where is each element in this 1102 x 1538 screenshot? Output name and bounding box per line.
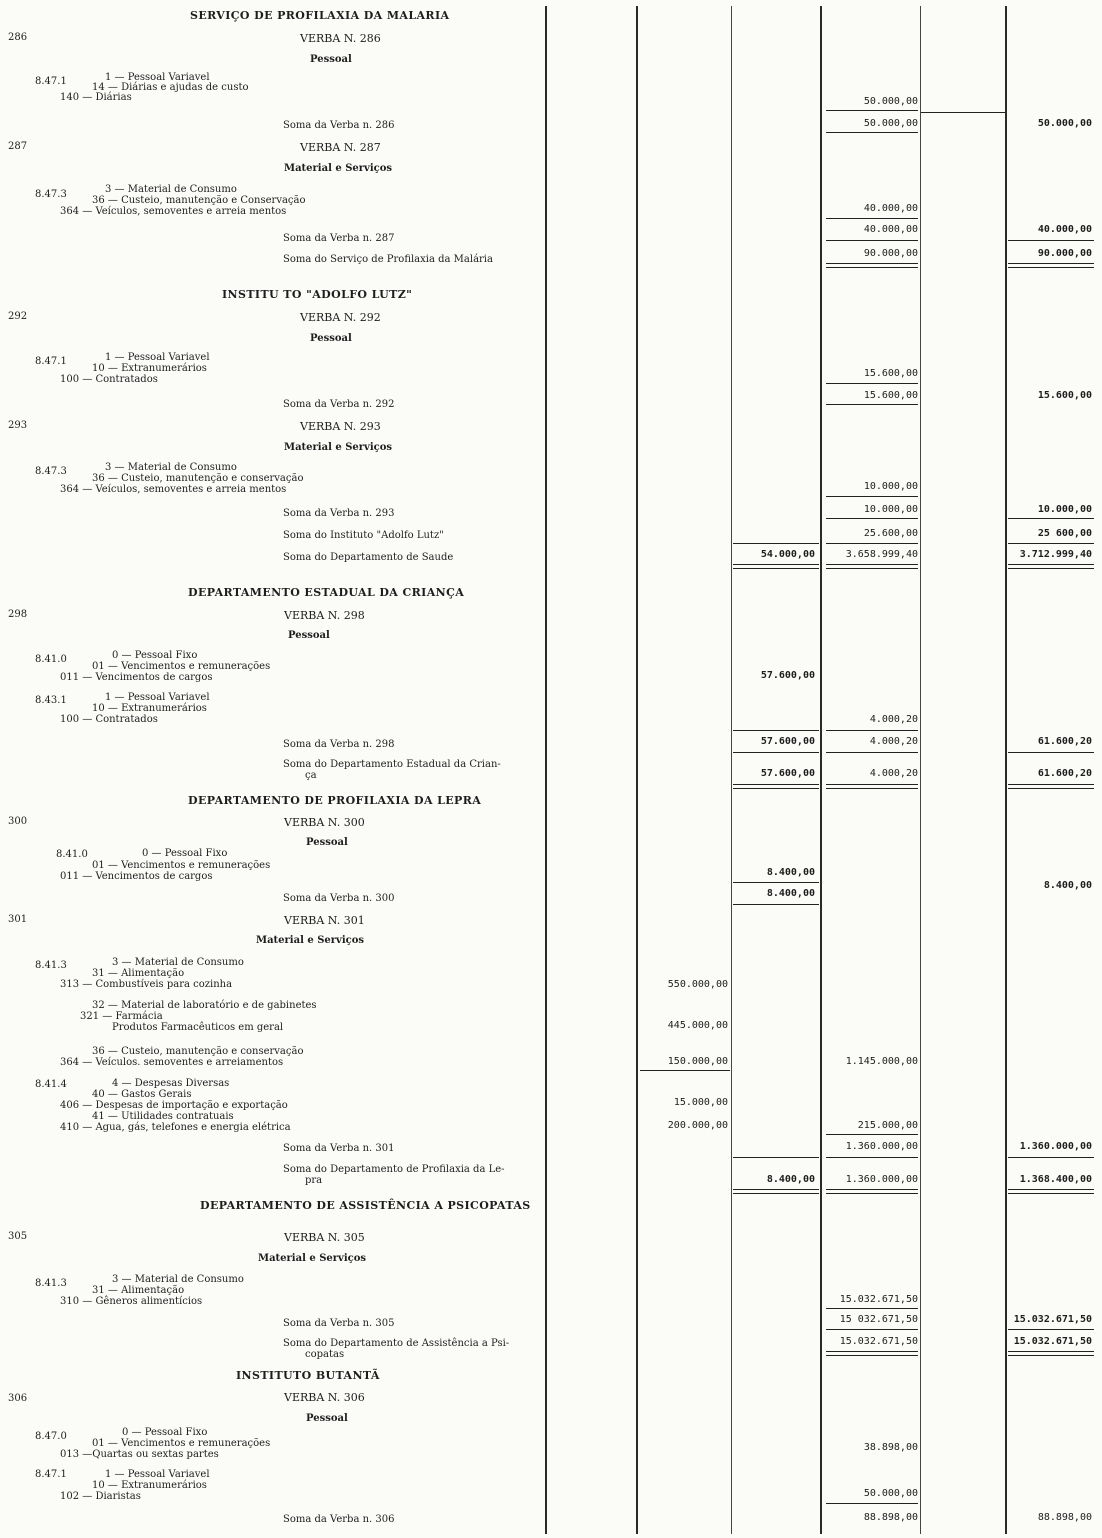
verba-subtitle: Pessoal xyxy=(288,630,330,641)
soma-label: Soma da Verba n. 298 xyxy=(283,739,395,750)
column-rule xyxy=(636,6,638,1534)
rule xyxy=(1008,518,1094,519)
verba-number: 305 xyxy=(8,1231,28,1242)
amount: 4.000,20 xyxy=(869,714,918,725)
line-text: 01 — Vencimentos e remunerações xyxy=(92,860,271,871)
line-code: 8.43.1 xyxy=(35,695,67,706)
soma-label: Soma da Verba n. 305 xyxy=(283,1318,395,1329)
soma-label: Soma da Verba n. 286 xyxy=(283,120,395,131)
section-title: DEPARTAMENTO DE ASSISTÊNCIA A PSICOPATAS xyxy=(200,1199,531,1212)
verba-number: 306 xyxy=(8,1393,28,1404)
verba-number: 286 xyxy=(8,32,28,43)
amount: 200.000,00 xyxy=(667,1120,728,1131)
section-title: INSTITU TO "ADOLFO LUTZ" xyxy=(222,288,413,301)
verba-number: 301 xyxy=(8,914,28,925)
amount: 88.898,00 xyxy=(1037,1512,1092,1523)
amount: 215.000,00 xyxy=(857,1120,918,1131)
line-text: 41 — Utilidades contratuais xyxy=(92,1111,234,1122)
soma-label: Soma da Verba n. 287 xyxy=(283,233,395,244)
amount: 25 600,00 xyxy=(1037,528,1092,539)
amount: 38.898,00 xyxy=(863,1442,918,1453)
soma-label: Soma da Verba n. 292 xyxy=(283,399,395,410)
amount: 57.600,00 xyxy=(760,736,815,747)
amount: 54.000,00 xyxy=(760,549,815,560)
amount: 90.000,00 xyxy=(863,248,918,259)
verba-number: 293 xyxy=(8,420,28,431)
amount: 50.000,00 xyxy=(1037,118,1092,129)
verba-number: 287 xyxy=(8,141,28,152)
column-rule xyxy=(920,6,921,1534)
amount: 15.600,00 xyxy=(1037,390,1092,401)
rule xyxy=(1008,240,1094,241)
rule xyxy=(1008,752,1094,753)
column-rule xyxy=(545,6,547,1534)
verba-number: 300 xyxy=(8,816,28,827)
amount: 550.000,00 xyxy=(667,979,728,990)
soma-label: Soma do Instituto "Adolfo Lutz" xyxy=(283,530,444,541)
line-text: 01 — Vencimentos e remunerações xyxy=(92,1438,271,1449)
line-text: 40 — Gastos Gerais xyxy=(92,1089,192,1100)
amount: 50.000,00 xyxy=(863,1488,918,1499)
verba-title: VERBA N. 300 xyxy=(284,816,365,829)
verba-subtitle: Material e Serviços xyxy=(284,442,393,453)
line-code: 8.47.1 xyxy=(35,1469,67,1480)
rule xyxy=(826,218,918,219)
rule xyxy=(826,730,918,731)
rule xyxy=(826,263,918,268)
rule xyxy=(1008,263,1094,268)
line-text: 1 — Pessoal Variavel xyxy=(105,72,210,83)
amount: 4.000,20 xyxy=(869,736,918,747)
rule xyxy=(1008,564,1094,569)
amount: 8.400,00 xyxy=(1043,880,1092,891)
rule xyxy=(826,1329,918,1330)
rule xyxy=(733,543,819,544)
verba-subtitle: Material e Serviços xyxy=(284,163,393,174)
amount: 15.032.671,50 xyxy=(839,1294,918,1305)
soma-label: Soma do Departamento Estadual da Crian- xyxy=(283,759,501,770)
section-title: DEPARTAMENTO ESTADUAL DA CRIANÇA xyxy=(188,586,465,599)
verba-subtitle: Material e Serviços xyxy=(256,935,365,946)
amount: 10.000,00 xyxy=(863,481,918,492)
rule xyxy=(826,518,918,519)
verba-number: 298 xyxy=(8,609,28,620)
rule xyxy=(1008,543,1094,544)
soma-label: copatas xyxy=(305,1349,345,1360)
line-text: 100 — Contratados xyxy=(60,374,158,385)
soma-label: Soma da Verba n. 300 xyxy=(283,893,395,904)
amount: 445.000,00 xyxy=(667,1020,728,1031)
rule xyxy=(826,1134,918,1135)
line-text: 140 — Diárias xyxy=(60,92,132,103)
line-text: 102 — Diaristas xyxy=(60,1491,141,1502)
soma-label: Soma da Verba n. 306 xyxy=(283,1514,395,1525)
verba-title: VERBA N. 305 xyxy=(284,1231,365,1244)
rule xyxy=(826,543,918,544)
section-title: DEPARTAMENTO DE PROFILAXIA DA LEPRA xyxy=(188,794,482,807)
amount: 40.000,00 xyxy=(863,224,918,235)
amount: 88.898,00 xyxy=(863,1512,918,1523)
line-text: 1 — Pessoal Variavel xyxy=(105,352,210,363)
soma-label: ça xyxy=(305,770,317,781)
amount: 10.000,00 xyxy=(863,504,918,515)
line-text: 100 — Contratados xyxy=(60,714,158,725)
line-code: 8.47.3 xyxy=(35,466,67,477)
amount: 8.400,00 xyxy=(766,1174,815,1185)
amount: 8.400,00 xyxy=(766,867,815,878)
line-text: 10 — Extranumerários xyxy=(92,1480,207,1491)
rule xyxy=(733,1157,819,1158)
rule xyxy=(826,110,918,111)
column-rule xyxy=(820,6,822,1534)
rule xyxy=(1008,1351,1094,1356)
rule xyxy=(826,404,918,405)
rule xyxy=(826,784,918,789)
amount: 15.032.671,50 xyxy=(839,1336,918,1347)
rule xyxy=(733,730,819,731)
line-text: 313 — Combustíveis para cozinha xyxy=(60,979,233,990)
amount: 4.000,20 xyxy=(869,768,918,779)
rule xyxy=(733,882,819,883)
rule xyxy=(921,112,1005,113)
line-text: 1 — Pessoal Variavel xyxy=(105,1469,210,1480)
line-text: 3 — Material de Consumo xyxy=(112,1274,244,1285)
line-text: 14 — Diárias e ajudas de custo xyxy=(92,82,249,93)
amount: 61.600,20 xyxy=(1037,768,1092,779)
amount: 8.400,00 xyxy=(766,888,815,899)
line-code: 8.47.3 xyxy=(35,189,67,200)
rule xyxy=(826,1503,918,1504)
rule xyxy=(733,564,819,569)
line-code: 8.41.3 xyxy=(35,1278,67,1289)
line-code: 8.41.3 xyxy=(35,960,67,971)
amount: 57.600,00 xyxy=(760,670,815,681)
line-text: 36 — Custeio, manutenção e conservação xyxy=(92,473,304,484)
rule xyxy=(1008,1157,1094,1158)
line-text: 36 — Custeio, manutenção e Conservação xyxy=(92,195,306,206)
line-text: 10 — Extranumerários xyxy=(92,363,207,374)
soma-label: Soma do Departamento de Saude xyxy=(283,552,454,563)
rule xyxy=(1008,784,1094,789)
rule xyxy=(826,1351,918,1356)
amount: 3.712.999,40 xyxy=(1019,549,1092,560)
line-text: 0 — Pessoal Fixo xyxy=(112,650,198,661)
amount: 1.360.000,00 xyxy=(845,1174,918,1185)
verba-subtitle: Pessoal xyxy=(306,837,348,848)
amount: 61.600,20 xyxy=(1037,736,1092,747)
verba-number: 292 xyxy=(8,311,28,322)
column-rule xyxy=(731,6,732,1534)
line-text: 31 — Alimentação xyxy=(92,1285,185,1296)
line-code: 8.47.0 xyxy=(35,1431,67,1442)
line-text: 364 — Veículos, semoventes e arreia mentos xyxy=(60,484,287,495)
amount: 1.145.000,00 xyxy=(845,1056,918,1067)
amount: 150.000,00 xyxy=(667,1056,728,1067)
verba-title: VERBA N. 286 xyxy=(300,32,381,45)
line-text: 3 — Material de Consumo xyxy=(105,184,237,195)
verba-subtitle: Material e Serviços xyxy=(258,1253,367,1264)
line-text: 3 — Material de Consumo xyxy=(112,957,244,968)
amount: 15.000,00 xyxy=(673,1097,728,1108)
line-text: 310 — Gêneros alimentícios xyxy=(60,1296,203,1307)
line-text: 364 — Veículos, semoventes e arreia mentos xyxy=(60,206,287,217)
soma-label: Soma do Serviço de Profilaxia da Malária xyxy=(283,254,493,265)
line-code: 8.47.1 xyxy=(35,356,67,367)
verba-title: VERBA N. 301 xyxy=(284,914,365,927)
column-rule xyxy=(1005,6,1007,1534)
amount: 40.000,00 xyxy=(1037,224,1092,235)
rule xyxy=(826,496,918,497)
line-text: 364 — Veículos. semoventes e arreiamentos xyxy=(60,1057,284,1068)
line-text: 1 — Pessoal Variavel xyxy=(105,692,210,703)
soma-label: Soma da Verba n. 293 xyxy=(283,508,395,519)
amount: 3.658.999,40 xyxy=(845,549,918,560)
soma-label: Soma do Departamento de Profilaxia da Le- xyxy=(283,1164,505,1175)
line-code: 8.41.0 xyxy=(56,849,88,860)
line-code: 8.41.4 xyxy=(35,1079,67,1090)
rule xyxy=(826,132,918,133)
soma-label: Soma do Departamento de Assistência a Psi- xyxy=(283,1338,510,1349)
line-text: 01 — Vencimentos e remunerações xyxy=(92,661,271,672)
amount: 57.600,00 xyxy=(760,768,815,779)
rule xyxy=(826,752,918,753)
verba-subtitle: Pessoal xyxy=(310,54,352,65)
soma-label: pra xyxy=(305,1175,323,1186)
line-text: 410 — Agua, gás, telefones e energia elétrica xyxy=(60,1122,291,1133)
verba-title: VERBA N. 298 xyxy=(284,609,365,622)
rule xyxy=(826,1189,918,1194)
line-text: 36 — Custeio, manutenção e conservação xyxy=(92,1046,304,1057)
rule xyxy=(826,383,918,384)
amount: 15.032.671,50 xyxy=(1013,1314,1092,1325)
section-title: SERVIÇO DE PROFILAXIA DA MALARIA xyxy=(190,9,450,22)
amount: 15 032.671,50 xyxy=(839,1314,918,1325)
amount: 15.600,00 xyxy=(863,390,918,401)
line-code: 8.41.0 xyxy=(35,654,67,665)
line-text: 3 — Material de Consumo xyxy=(105,462,237,473)
line-text: 0 — Pessoal Fixo xyxy=(122,1427,208,1438)
amount: 10.000,00 xyxy=(1037,504,1092,515)
rule xyxy=(826,240,918,241)
amount: 15.600,00 xyxy=(863,368,918,379)
verba-title: VERBA N. 292 xyxy=(300,311,381,324)
line-text: 32 — Material de laboratório e de gabinetes xyxy=(92,1000,317,1011)
rule xyxy=(826,564,918,569)
rule xyxy=(826,1308,918,1309)
rule xyxy=(826,1157,918,1158)
line-text: Produtos Farmacêuticos em geral xyxy=(112,1022,284,1033)
line-text: 011 — Vencimentos de cargos xyxy=(60,672,213,683)
rule xyxy=(733,1189,819,1194)
rule xyxy=(733,904,819,905)
rule xyxy=(733,752,819,753)
verba-title: VERBA N. 287 xyxy=(300,141,381,154)
amount: 50.000,00 xyxy=(863,96,918,107)
amount: 50.000,00 xyxy=(863,118,918,129)
rule xyxy=(640,1070,730,1071)
amount: 15.032.671,50 xyxy=(1013,1336,1092,1347)
amount: 1.368.400,00 xyxy=(1019,1174,1092,1185)
line-text: 31 — Alimentação xyxy=(92,968,185,979)
line-text: 011 — Vencimentos de cargos xyxy=(60,871,213,882)
line-text: 321 — Farmácia xyxy=(80,1011,163,1022)
line-text: 10 — Extranumerários xyxy=(92,703,207,714)
verba-title: VERBA N. 293 xyxy=(300,420,381,433)
amount: 1.360.000,00 xyxy=(1019,1141,1092,1152)
verba-subtitle: Pessoal xyxy=(310,333,352,344)
soma-label: Soma da Verba n. 301 xyxy=(283,1143,395,1154)
verba-subtitle: Pessoal xyxy=(306,1413,348,1424)
line-text: 406 — Despesas de importação e exportação xyxy=(60,1100,288,1111)
verba-title: VERBA N. 306 xyxy=(284,1391,365,1404)
line-text: 0 — Pessoal Fixo xyxy=(142,848,228,859)
amount: 90.000,00 xyxy=(1037,248,1092,259)
amount: 40.000,00 xyxy=(863,203,918,214)
line-text: 013 —Quartas ou sextas partes xyxy=(60,1449,219,1460)
rule xyxy=(1008,1329,1094,1330)
section-title: INSTITUTO BUTANTÃ xyxy=(236,1369,380,1382)
line-code: 8.47.1 xyxy=(35,76,67,87)
amount: 25.600,00 xyxy=(863,528,918,539)
amount: 1.360.000,00 xyxy=(845,1141,918,1152)
rule xyxy=(733,784,819,789)
rule xyxy=(1008,1189,1094,1194)
line-text: 4 — Despesas Diversas xyxy=(112,1078,230,1089)
